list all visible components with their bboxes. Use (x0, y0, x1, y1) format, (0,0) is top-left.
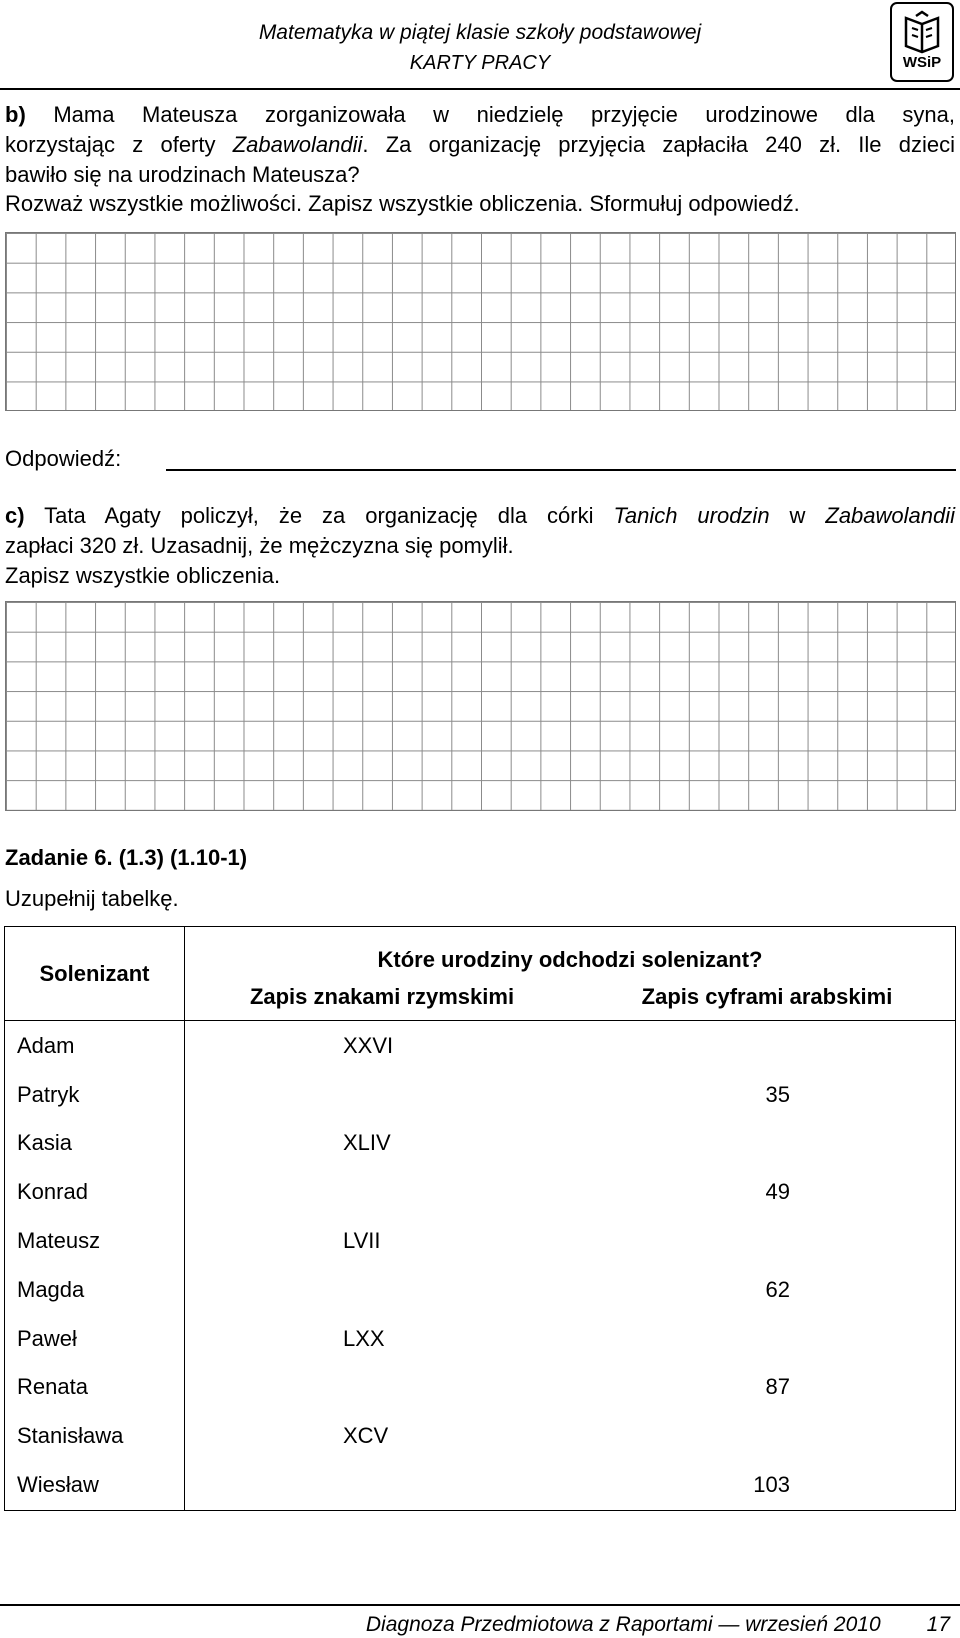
task-b-line3: bawiło się na urodzinach Mateusza? (5, 162, 360, 187)
table-row (5, 1021, 956, 1071)
header-title (180, 18, 780, 78)
arabic-cell[interactable] (579, 1314, 956, 1363)
roman-cell[interactable] (185, 1168, 580, 1217)
roman-cell[interactable] (185, 1265, 580, 1314)
task-c-line1 (5, 501, 955, 531)
task-b-text2b: . Za organizację przyjęcia zapłaciła 240 zł. Ile dzieci (362, 132, 955, 157)
task-b-text2a: korzystając z oferty (5, 132, 233, 157)
arabic-cell: 35 (579, 1070, 956, 1119)
col-header-arabic: Zapis cyframi arabskimi (579, 975, 956, 1021)
birthday-table-container (4, 926, 956, 1511)
wsip-logo (890, 2, 954, 82)
roman-cell: LVII (185, 1217, 580, 1266)
footer-text-pre: Diagnoza Przedmiotowa z Raportami (365, 1613, 713, 1636)
book-emblem-icon (892, 8, 952, 58)
header-title-line2: KARTY PRACY (409, 52, 551, 74)
task6-instruction: Uzupełnij tabelkę. (5, 886, 179, 911)
task-c-text1-italic2: Zabawolandii (825, 503, 956, 528)
roman-cell: LXX (185, 1314, 580, 1363)
task-c-text1-italic1: Tanich urodzin (613, 503, 770, 528)
task-c-text1a: Tata Agaty policzył, że za organizację dla córki (44, 503, 614, 528)
name-cell: Wiesław (5, 1461, 185, 1511)
task6-title: Zadanie 6. (1.3) (1.10-1) (5, 845, 248, 870)
task-c-text1-mid: w (769, 503, 826, 528)
arabic-cell[interactable] (579, 1119, 956, 1168)
table-row (5, 1168, 956, 1217)
header-title-line1: Matematyka w piątej klasie szkoły podstawowej (258, 21, 702, 44)
arabic-cell: 49 (579, 1168, 956, 1217)
table-row (5, 1314, 956, 1363)
name-cell: Renata (5, 1363, 185, 1412)
table-row (5, 1217, 956, 1266)
name-cell: Paweł (5, 1314, 185, 1363)
logo-text: WSiP (902, 54, 942, 71)
task-b-line2 (5, 130, 955, 160)
footer-rule (0, 1604, 960, 1606)
roman-cell: XLIV (185, 1119, 580, 1168)
answer-label: Odpowiedź: (5, 446, 122, 471)
roman-cell: XCV (185, 1412, 580, 1461)
roman-cell[interactable] (185, 1363, 580, 1412)
task-b-line4: Rozważ wszystkie możliwości. Zapisz wszystkie obliczenia. Sformułuj odpowiedź. (5, 191, 800, 216)
table-row (5, 1070, 956, 1119)
header-rule (0, 88, 960, 90)
arabic-cell: 62 (579, 1265, 956, 1314)
col-header-name: Solenizant (5, 927, 185, 1021)
work-grid-b[interactable] (5, 232, 956, 411)
arabic-cell[interactable] (579, 1021, 956, 1071)
task-c-label: c) (5, 503, 25, 528)
footer-text-post: wrzesień 2010 (745, 1613, 881, 1636)
name-cell: Stanisława (5, 1412, 185, 1461)
birthday-table (4, 926, 956, 1511)
work-grid-c[interactable] (5, 601, 956, 811)
roman-cell[interactable] (185, 1070, 580, 1119)
task-c-line3: Zapisz wszystkie obliczenia. (5, 563, 281, 588)
table-row (5, 1265, 956, 1314)
arabic-cell[interactable] (579, 1412, 956, 1461)
name-cell: Adam (5, 1021, 185, 1071)
task-b-line1 (5, 100, 955, 130)
arabic-cell: 103 (579, 1461, 956, 1511)
table-row (5, 1363, 956, 1412)
name-cell: Mateusz (5, 1217, 185, 1266)
footer (366, 1612, 950, 1638)
arabic-cell: 87 (579, 1363, 956, 1412)
task-b-label: b) (5, 102, 26, 127)
table-row (5, 1412, 956, 1461)
arabic-cell[interactable] (579, 1217, 956, 1266)
name-cell: Konrad (5, 1168, 185, 1217)
name-cell: Magda (5, 1265, 185, 1314)
roman-cell: XXVI (185, 1021, 580, 1071)
task-b-text2-italic: Zabawolandii (232, 132, 363, 157)
name-cell: Patryk (5, 1070, 185, 1119)
answer-line[interactable] (166, 469, 956, 471)
task-b-text1: Mama Mateusza zorganizowała w niedzielę przyjęcie urodzinowe dla syna, (53, 102, 955, 127)
col-group-header: Które urodziny odchodzi solenizant? (185, 927, 956, 975)
table-row (5, 1461, 956, 1511)
name-cell: Kasia (5, 1119, 185, 1168)
col-header-roman: Zapis znakami rzymskimi (185, 975, 580, 1021)
footer-dash: — (712, 1613, 746, 1636)
roman-cell[interactable] (185, 1461, 580, 1511)
table-row (5, 1119, 956, 1168)
footer-page-number: 17 (926, 1613, 950, 1636)
task-c-line2: zapłaci 320 zł. Uzasadnij, że mężczyzna się pomylił. (5, 533, 514, 558)
